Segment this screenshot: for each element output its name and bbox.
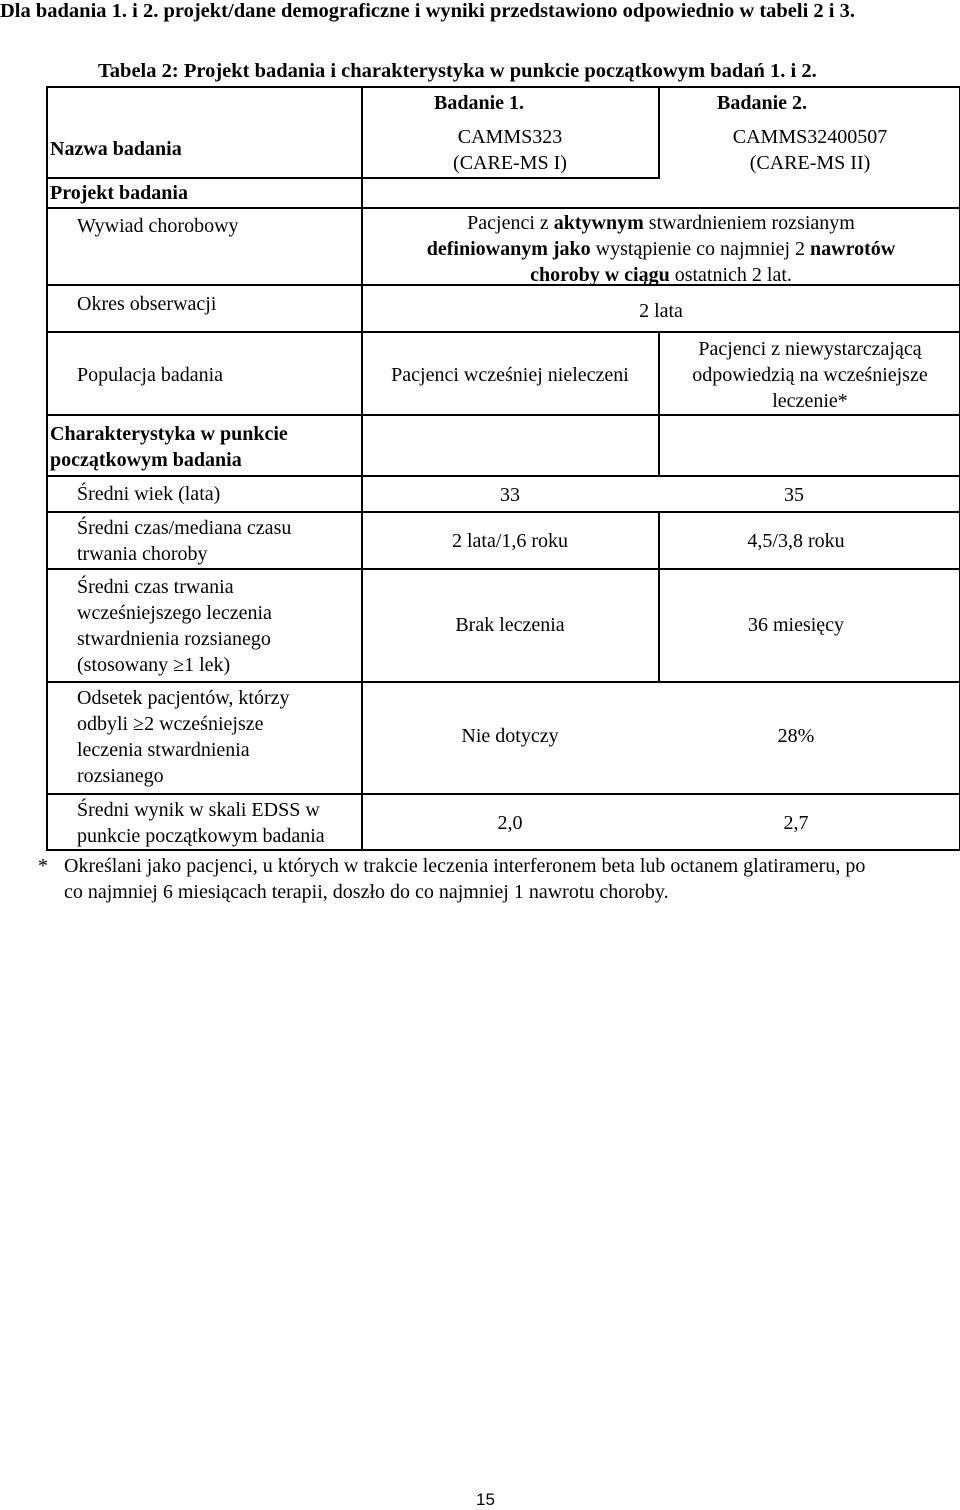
label-edss-line1: Średni wynik w skali EDSS w (77, 799, 320, 821)
label-leczenie-line2: wcześniejszego leczenia (77, 602, 272, 624)
label-odsetek-line2: odbyli ≥2 wcześniejsze (77, 713, 264, 735)
footnote-marker: * (38, 855, 48, 877)
label-edss-line2: punkcie początkowym badania (77, 825, 325, 847)
wiek-value-study1: 33 (500, 484, 520, 506)
label-leczenie-line3: stwardnienia rozsianego (77, 628, 271, 650)
odsetek-value-study2: 28% (777, 725, 815, 747)
study2-name: (CARE-MS II) (749, 152, 871, 174)
header-study2: Badanie 2. (717, 92, 808, 114)
czas-value-study2: 4,5/3,8 roku (747, 530, 845, 552)
footnote-line1: Określani jako pacjenci, u których w trakcie leczenia interferonem beta lub octanem glatirameru, po (64, 855, 866, 877)
study2-code: CAMMS32400507 (732, 126, 888, 148)
row-divider (46, 475, 960, 477)
label-wywiad-chorobowy: Wywiad chorobowy (77, 215, 239, 237)
wywiad-value-line3: choroby w ciągu ostatnich 2 lat. (530, 264, 792, 286)
leczenie-value-study1: Brak leczenia (455, 614, 565, 636)
label-nazwa-badania: Nazwa badania (50, 138, 182, 160)
study1-code: CAMMS323 (457, 126, 563, 148)
populacja-value-study1: Pacjenci wcześniej nieleczeni (391, 364, 629, 386)
label-charakterystyka-line1: Charakterystyka w punkcie (50, 423, 288, 445)
czas-value-study1: 2 lata/1,6 roku (451, 530, 569, 552)
page-number: 15 (476, 1490, 495, 1509)
label-okres-obserwacji: Okres obserwacji (77, 293, 217, 315)
leczenie-value-study2: 36 miesięcy (747, 614, 845, 636)
edss-value-study2: 2,7 (783, 812, 809, 834)
populacja-value-study2-line1: Pacjenci z niewystarczającą (698, 338, 922, 360)
footnote-line2: co najmniej 6 miesiącach terapii, doszło do co najmniej 1 nawrotu choroby. (64, 881, 669, 903)
odsetek-value-study1: Nie dotyczy (461, 725, 559, 747)
label-czas-trwania-line1: Średni czas/mediana czasu (77, 517, 292, 539)
okres-value: 2 lata (639, 300, 683, 322)
row-divider (46, 681, 960, 683)
intro-text: Dla badania 1. i 2. projekt/dane demograficzne i wyniki przedstawiono odpowiednio w tabeli 2 i 3. (0, 0, 855, 22)
label-leczenie-line1: Średni czas trwania (77, 576, 234, 598)
label-leczenie-line4: (stosowany ≥1 lek) (77, 654, 231, 676)
label-projekt-badania: Projekt badania (50, 182, 188, 204)
label-czas-trwania-line2: trwania choroby (77, 543, 208, 565)
row-divider (46, 793, 960, 795)
populacja-value-study2-line3: leczenie* (772, 390, 848, 412)
row-divider (46, 177, 660, 179)
wiek-value-study2: 35 (784, 484, 804, 506)
label-odsetek-line4: rozsianego (77, 765, 164, 787)
table-border-bottom (46, 849, 960, 851)
study1-name: (CARE-MS I) (453, 152, 567, 174)
label-sredni-wiek: Średni wiek (lata) (77, 483, 221, 505)
column-divider (658, 414, 660, 476)
row-divider (46, 414, 960, 416)
edss-value-study1: 2,0 (497, 812, 523, 834)
row-divider (46, 331, 960, 333)
label-odsetek-line3: leczenia stwardnienia (77, 739, 250, 761)
row-divider (46, 511, 960, 513)
row-divider (46, 568, 960, 570)
row-divider (46, 207, 960, 209)
populacja-value-study2-line2: odpowiedzią na wcześniejsze (692, 364, 928, 386)
wywiad-value-line2: definiowanym jako wystąpienie co najmniej 2 nawrotów (426, 238, 896, 260)
label-populacja-badania: Populacja badania (77, 364, 224, 386)
label-odsetek-line1: Odsetek pacjentów, którzy (77, 687, 290, 709)
table-border-top (46, 86, 960, 88)
label-charakterystyka-line2: początkowym badania (50, 449, 242, 471)
wywiad-value-line1: Pacjenci z aktywnym stwardnieniem rozsianym (467, 212, 855, 234)
header-study1: Badanie 1. (434, 92, 525, 114)
table-border-left (46, 86, 48, 849)
table-caption: Tabela 2: Projekt badania i charakterystyka w punkcie początkowym badań 1. i 2. (98, 60, 817, 82)
